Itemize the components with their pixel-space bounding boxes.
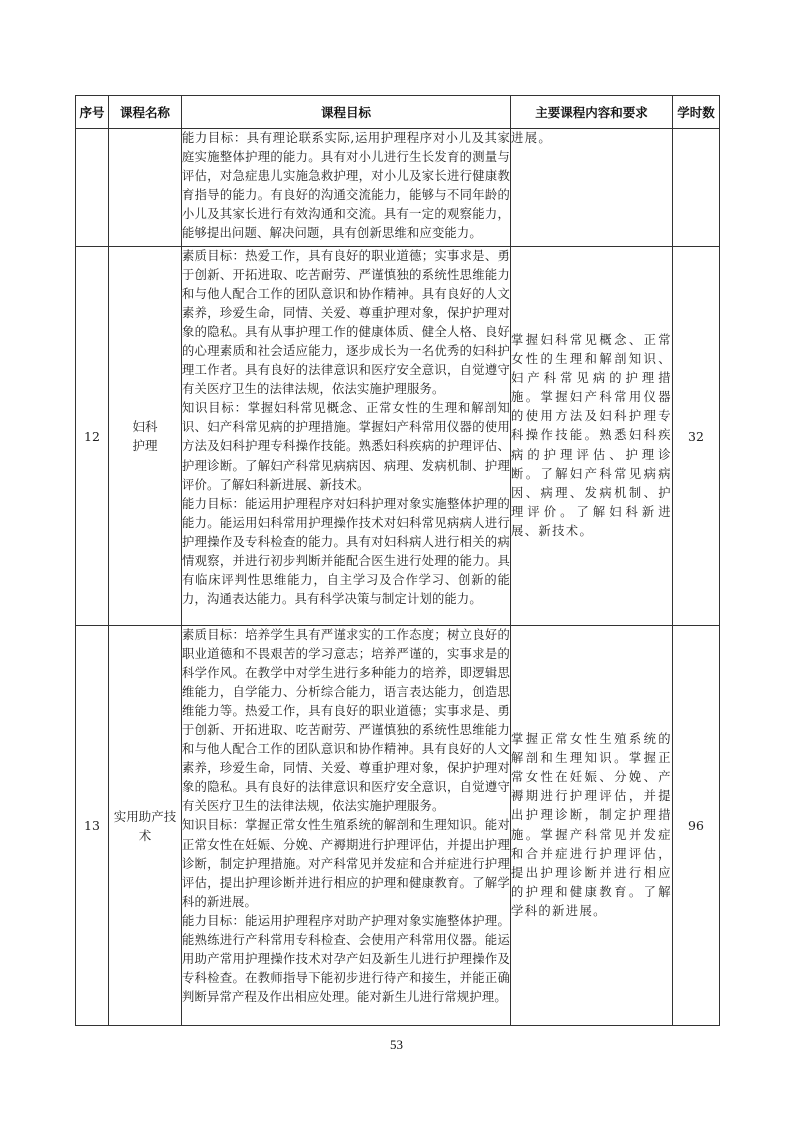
cell-course-content: 掌握妇科常见概念、正常女性的生理和解剖知识、妇产科常见病的护理措施。掌握妇产科常用仪器的使用方法及妇科护理专科操作技能。熟悉妇科疾病的护理评估、护理诊断。了解妇产科常见病病因、病理、发病机制、护理评价。了解妇科新进展、新技术。 — [511, 247, 673, 626]
cell-course-name — [109, 626, 182, 1026]
table-header-row — [76, 96, 720, 129]
header-course-name: 课程名称 — [109, 96, 182, 129]
course-name-line: 妇科 — [132, 419, 158, 434]
goal-quality: 素质目标：培养学生具有严谨求实的工作态度；树立良好的职业道德和不畏艰苦的学习意志；培养严谨的，实事求是的科学作风。在教学中对学生进行多种能力的培养，即逻辑思维能力，自学能力、分析综合能力，语言表达能力，创造思维能力等。热爱工作，具有良好的职业道德；实事求是、勇于创新、开拓进取、吃苦耐劳、严谨慎独的系统性思维能力和与他人配合工作的团队意识和协作精神。具有良好的人文素养，珍爱生命，同情、关爱、尊重护理对象，保护护理对象的隐私。具有良好的法律意识和医疗安全意识，自觉遵守有关医疗卫生的法律法规，依法实施护理服务。 — [182, 628, 510, 814]
cell-no — [76, 129, 109, 247]
header-hours: 学时数 — [673, 96, 720, 129]
cell-hours — [673, 129, 720, 247]
goal-knowledge: 知识目标：掌握正常女性生殖系统的解剖和生理知识。能对正常女性在妊娠、分娩、产褥期进行护理评估，并提出护理诊断，制定护理措施。对产科常见并发症和合并症进行护理评估，提出护理诊断并进行相应的护理和健康教育。了解学科的新进展。 — [182, 818, 510, 909]
header-course-goal: 课程目标 — [182, 96, 511, 129]
cell-no: 13 — [76, 626, 109, 1026]
goal-knowledge: 知识目标：掌握妇科常见概念、正常女性的生理和解剖知识、妇产科常见病的护理措施。掌握妇产科常用仪器的使用方法及妇科护理专科操作技能。熟悉妇科疾病的护理评估、护理诊断。了解妇产科常见病病因、病理、发病机制、护理评价。了解妇科新进展、新技术。 — [182, 401, 510, 492]
cell-hours: 96 — [673, 626, 720, 1026]
header-course-content: 主要课程内容和要求 — [511, 96, 673, 129]
cell-course-content: 进展。 — [511, 129, 673, 247]
table-row — [76, 247, 720, 626]
cell-course-name — [109, 129, 182, 247]
cell-no: 12 — [76, 247, 109, 626]
page-number: 53 — [390, 1037, 403, 1052]
cell-course-goal — [182, 247, 511, 626]
header-no: 序号 — [76, 96, 109, 129]
cell-course-goal — [182, 626, 511, 1026]
cell-course-content: 掌握正常女性生殖系统的解剖和生理知识。掌握正常女性在妊娠、分娩、产褥期进行护理评估，并提出护理诊断，制定护理措施。掌握产科常见并发症和合并症进行护理评估，提出护理诊断并进行相应的护理和健康教育。了解学科的新进展。 — [511, 626, 673, 1026]
cell-course-goal — [182, 129, 511, 247]
goal-ability: 能力目标：能运用护理程序对妇科护理对象实施整体护理的能力。能运用妇科常用护理操作技术对妇科常见病病人进行护理操作及专科检查的能力。具有对妇科病人进行相关的病情观察，并进行初步判断并能配合医生进行处理的能力。具有临床评判性思维能力，自主学习及合作学习、创新的能力，沟通表达能力。具有科学决策与制定计划的能力。 — [182, 496, 510, 606]
cell-hours: 32 — [673, 247, 720, 626]
table-row — [76, 626, 720, 1026]
curriculum-table — [75, 95, 720, 1026]
course-name-line: 护理 — [132, 438, 158, 453]
table-row — [76, 129, 720, 247]
course-name-text: 实用助产技术 — [113, 808, 177, 843]
goal-quality: 素质目标：热爱工作，具有良好的职业道德；实事求是、勇于创新、开拓进取、吃苦耐劳、严谨慎独的系统性思维能力和与他人配合工作的团队意识和协作精神。具有良好的人文素养，珍爱生命，同情、关爱、尊重护理对象，保护护理对象的隐私。具有从事护理工作的健康体质、健全人格、良好的心理素质和社会适应能力，逐步成长为一名优秀的妇科护理工作者。具有良好的法律意识和医疗安全意识，自觉遵守有关医疗卫生的法律法规，依法实施护理服务。 — [182, 249, 510, 397]
cell-course-name — [109, 247, 182, 626]
goal-ability: 能力目标：具有理论联系实际,运用护理程序对小儿及其家庭实施整体护理的能力。具有对小儿进行生长发育的测量与评估，对急症患儿实施急救护理，对小儿及家长进行健康教育指导的能力。有良好的沟通交流能力，能够与不同年龄的小儿及其家长进行有效沟通和交流。具有一定的观察能力，能够提出问题、解决问题，具有创新思维和应变能力。 — [182, 131, 510, 241]
goal-ability: 能力目标：能运用护理程序对助产护理对象实施整体护理。能熟练进行产科常用专科检查、会使用产科常用仪器。能运用助产常用护理操作技术对孕产妇及新生儿进行护理操作及专科检查。在教师指导下能初步进行待产和接生，并能正确判断异常产程及作出相应处理。能对新生儿进行常规护理。 — [182, 913, 510, 1004]
